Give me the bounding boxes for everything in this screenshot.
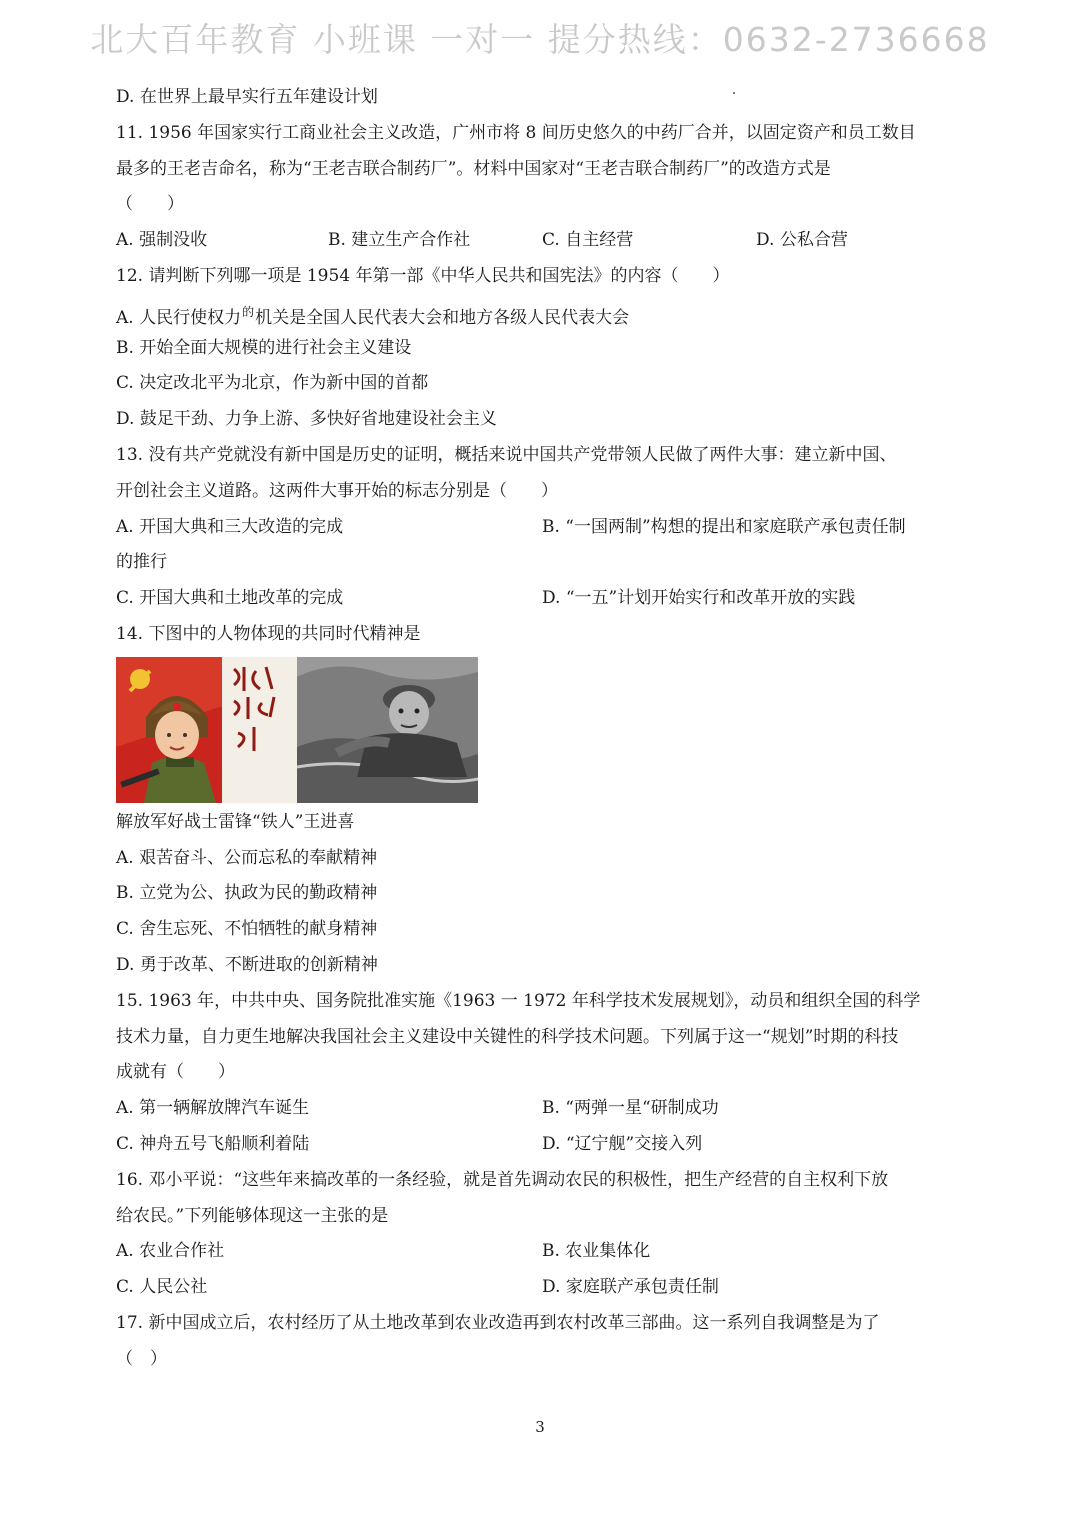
q13-option-b: B. “一国两制”构想的提出和家庭联产承包责任制 — [542, 516, 906, 537]
q17-stem-line2: （ ） — [116, 1348, 167, 1369]
q14-figure-caption: 解放军好战士雷锋“铁人”王进喜 — [116, 811, 355, 832]
q13-stem-line2: 开创社会主义道路。这两件大事开始的标志分别是（ ） — [116, 480, 558, 501]
q12-option-c: C. 决定改北平为北京，作为新中国的首都 — [116, 373, 429, 394]
q12-option-a-sup: 的 — [242, 304, 255, 319]
page-number: 3 — [535, 1418, 545, 1436]
q15-options-row2 — [116, 1127, 968, 1163]
q11-option-d: D. 公私合营 — [756, 230, 848, 251]
q14-stem: 14. 下图中的人物体现的共同时代精神是 — [116, 623, 421, 644]
q16-stem-line1: 16. 邓小平说：“这些年来搞改革的一条经验，就是首先调动农民的积极性，把生产经营的自主权利下放 — [116, 1169, 889, 1190]
q12-option-b: B. 开始全面大规模的进行社会主义建设 — [116, 337, 412, 358]
q15-option-a: A. 第一辆解放牌汽车诞生 — [116, 1098, 310, 1119]
wang-jinxi-photo-illustration — [297, 657, 478, 803]
q17-stem-line1: 17. 新中国成立后，农村经历了从土地改革到农业改造再到农村改革三部曲。这一系列自我调整是为了 — [116, 1312, 880, 1333]
q16-options-row1 — [116, 1234, 968, 1270]
q13-option-b-continued: 的推行 — [116, 552, 167, 573]
q11-option-c: C. 自主经营 — [542, 230, 634, 251]
q13-stem-line1: 13. 没有共产党就没有新中国是历史的证明，概括来说中国共产党带领人民做了两件大事：建立新中国、 — [116, 444, 897, 465]
q11-option-b: B. 建立生产合作社 — [328, 230, 471, 251]
q15-option-d: D. “辽宁舰”交接入列 — [542, 1133, 703, 1154]
q11-options — [116, 223, 968, 259]
q12-option-d: D. 鼓足干劲、力争上游、多快好省地建设社会主义 — [116, 409, 497, 430]
q14-option-d: D. 勇于改革、不断进取的创新精神 — [116, 954, 378, 975]
lei-feng-poster-image — [116, 657, 297, 803]
q12-option-a-pre: A. 人民行使权力 — [116, 307, 242, 328]
q15-stem-line3: 成就有（ ） — [116, 1062, 235, 1083]
exam-content — [116, 80, 968, 1378]
q15-options-row1 — [116, 1091, 968, 1127]
q13-option-a: A. 开国大典和三大改造的完成 — [116, 516, 344, 537]
q11-stem-line3: （ ） — [116, 194, 184, 215]
q15-stem-line2: 技术力量，自力更生地解决我国社会主义建设中关键性的科学技术问题。下列属于这一“规划”时期的科技 — [116, 1026, 899, 1047]
q10-option-d: D. 在世界上最早实行五年建设计划 — [116, 87, 378, 107]
q16-stem-line2: 给农民。”下列能够体现这一主张的是 — [116, 1205, 389, 1226]
q11-stem-line1: 11. 1956 年国家实行工商业社会主义改造，广州市将 8 间历史悠久的中药厂合并，以固定资产和员工数目 — [116, 122, 916, 143]
q12-stem: 12. 请判断下列哪一项是 1954 年第一部《中华人民共和国宪法》的内容（ ） — [116, 265, 730, 286]
q11-option-a: A. 强制没收 — [116, 230, 208, 251]
q12-option-a — [116, 295, 968, 331]
q13-options-row1 — [116, 510, 968, 546]
q14-figure — [116, 657, 968, 803]
q15-option-b: B. “两弹一星“研制成功 — [542, 1098, 719, 1119]
q15-option-c: C. 神舟五号飞船顺利着陆 — [116, 1133, 310, 1154]
q16-option-c: C. 人民公社 — [116, 1277, 208, 1298]
q15-stem-line1: 15. 1963 年，中共中央、国务院批准实施《1963 一 1972 年科学技术发展规划》，动员和组织全国的科学 — [116, 990, 921, 1011]
header-watermark: 北大百年教育 小班课 一对一 提分热线：0632-2736668 — [90, 20, 990, 59]
q16-option-b: B. 农业集体化 — [542, 1241, 651, 1262]
q14-option-c: C. 舍生忘死、不怕牺牲的献身精神 — [116, 919, 378, 940]
q14-option-a: A. 艰苦奋斗、公而忘私的奉献精神 — [116, 847, 378, 868]
q16-option-a: A. 农业合作社 — [116, 1241, 225, 1262]
q13-options-row2 — [116, 581, 968, 617]
lei-feng-poster-illustration — [116, 657, 297, 803]
wang-jinxi-photo-image — [297, 657, 478, 803]
q16-option-d: D. 家庭联产承包责任制 — [542, 1277, 719, 1298]
q12-option-a-post: 机关是全国人民代表大会和地方各级人民代表大会 — [255, 307, 630, 328]
q14-option-b: B. 立党为公、执政为民的勤政精神 — [116, 883, 378, 904]
q16-options-row2 — [116, 1270, 968, 1306]
q13-option-c: C. 开国大典和土地改革的完成 — [116, 588, 344, 609]
q11-stem-line2: 最多的王老吉命名，称为“王老吉联合制药厂”。材料中国家对“王老吉联合制药厂”的改造方式是 — [116, 158, 831, 179]
q13-option-d: D. “一五”计划开始实行和改革开放的实践 — [542, 588, 856, 609]
